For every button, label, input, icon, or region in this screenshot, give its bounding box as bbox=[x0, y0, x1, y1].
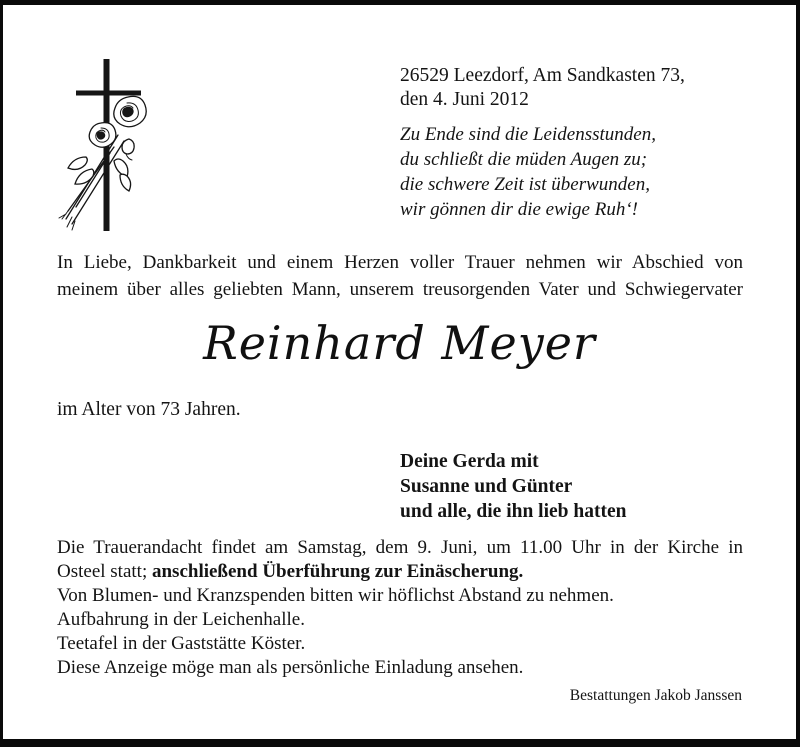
verse-line: du schließt die müden Augen zu; bbox=[400, 149, 648, 170]
verse-line: wir gönnen dir die ewige Ruh‘! bbox=[400, 199, 638, 220]
dateline bbox=[400, 64, 685, 112]
tea-line: Teetafel in der Gaststätte Köster. bbox=[57, 633, 306, 654]
invitation-line: Diese Anzeige möge man als persönliche Einladung ansehen. bbox=[57, 657, 524, 678]
intro-paragraph bbox=[57, 249, 743, 303]
memorial-verse bbox=[400, 122, 656, 222]
intro-line: In Liebe, Dankbarkeit und einem Herzen voller Trauer nehmen wir Abschied von bbox=[57, 252, 743, 273]
laying-out-line: Aufbahrung in der Leichenhalle. bbox=[57, 609, 305, 630]
service-line-bold: anschließend Überführung zur Einäscherung. bbox=[151, 561, 524, 582]
verse-line: die schwere Zeit ist überwunden, bbox=[400, 174, 650, 195]
flowers-line: Von Blumen- und Kranzspenden bitten wir höflichst Abstand zu nehmen. bbox=[57, 585, 614, 606]
intro-line: meinem über alles geliebten Mann, unserem treusorgenden Vater und Schwiegervater bbox=[57, 279, 743, 300]
mourners-block bbox=[400, 449, 626, 524]
age-line: im Alter von 73 Jahren. bbox=[57, 399, 241, 420]
service-line bbox=[57, 560, 743, 584]
mourner-line: Deine Gerda mit bbox=[400, 451, 539, 472]
verse-line: Zu Ende sind die Leidensstunden, bbox=[400, 124, 656, 145]
deceased-name: Reinhard Meyer bbox=[203, 316, 596, 370]
mourner-line: und alle, die ihn lieb hatten bbox=[400, 501, 627, 522]
service-line: Die Trauerandacht findet am Samstag, dem 9. Juni, um 11.00 Uhr in der Kirche in bbox=[57, 537, 743, 558]
service-line-normal: Osteel statt; bbox=[57, 561, 152, 582]
funeral-details bbox=[57, 536, 743, 680]
undertaker-credit: Bestattungen Jakob Janssen bbox=[569, 687, 742, 704]
cross-and-roses-icon bbox=[56, 57, 176, 237]
mourner-line: Susanne und Günter bbox=[400, 476, 573, 497]
dateline-address: 26529 Leezdorf, Am Sandkasten 73, bbox=[400, 65, 685, 86]
dateline-date: den 4. Juni 2012 bbox=[400, 89, 529, 110]
